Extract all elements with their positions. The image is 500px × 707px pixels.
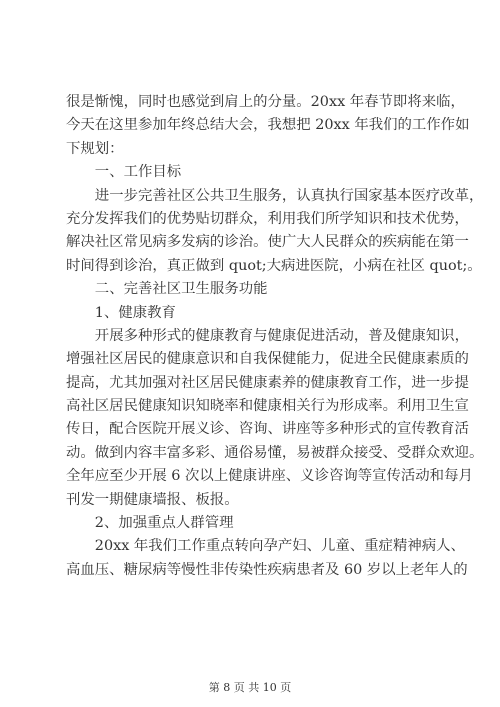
text-line: 很是惭愧，同时也感觉到肩上的分量。20xx 年春节即将来临， xyxy=(66,94,465,110)
text-line: 1、健康教育 xyxy=(94,304,176,321)
page-footer: 第 8 页 共 10 页 xyxy=(208,681,292,694)
text-line: 今天在这里参加年终总结大会，我想把 20xx 年我们的工作作如 xyxy=(66,117,470,134)
text-line: 下规划： xyxy=(66,140,124,157)
text-line: 20xx 年我们工作重点转向孕产妇、儿童、重症精神病人、 xyxy=(94,538,465,555)
text-line: 全年应至少开展 6 次以上健康讲座、义诊咨询等宣传活动和每月 xyxy=(66,468,473,485)
text-line: 2、加强重点人群管理 xyxy=(94,515,234,532)
text-line: 传日，配合医院开展义诊、咨询、讲座等多种形式的宣传教育活 xyxy=(66,421,469,438)
text-line: 刊发一期健康墙报、板报。 xyxy=(66,491,239,508)
text-line: 开展多种形式的健康教育与健康促进活动，普及健康知识， xyxy=(94,327,469,344)
text-line: 提高，尤其加强对社区居民健康素养的健康教育工作，进一步提 xyxy=(66,374,469,391)
document-body xyxy=(66,91,484,582)
text-line: 时间得到诊治，真正做到 quot;大病进医院，小病在社区 quot;。 xyxy=(66,257,482,274)
text-line: 充分发挥我们的优势贴切群众，利用我们所学知识和技术优势， xyxy=(66,210,469,227)
text-line: 解决社区常见病多发病的诊治。使广大人民群众的疾病能在第一 xyxy=(66,234,469,251)
text-line: 动。做到内容丰富多彩、通俗易懂，易被群众接受、受群众欢迎。 xyxy=(66,444,484,461)
text-line: 高血压、糖尿病等慢性非传染性疾病患者及 60 岁以上老年人的 xyxy=(66,561,468,578)
text-line: 二、完善社区卫生服务功能 xyxy=(94,281,268,298)
text-line: 增强社区居民的健康意识和自我保健能力，促进全民健康素质的 xyxy=(66,351,469,368)
text-line: 一、工作目标 xyxy=(94,164,182,181)
text-line: 高社区居民健康知识知晓率和健康相关行为形成率。利用卫生宣 xyxy=(66,398,469,415)
text-line: 进一步完善社区公共卫生服务，认真执行国家基本医疗改革， xyxy=(94,187,484,204)
